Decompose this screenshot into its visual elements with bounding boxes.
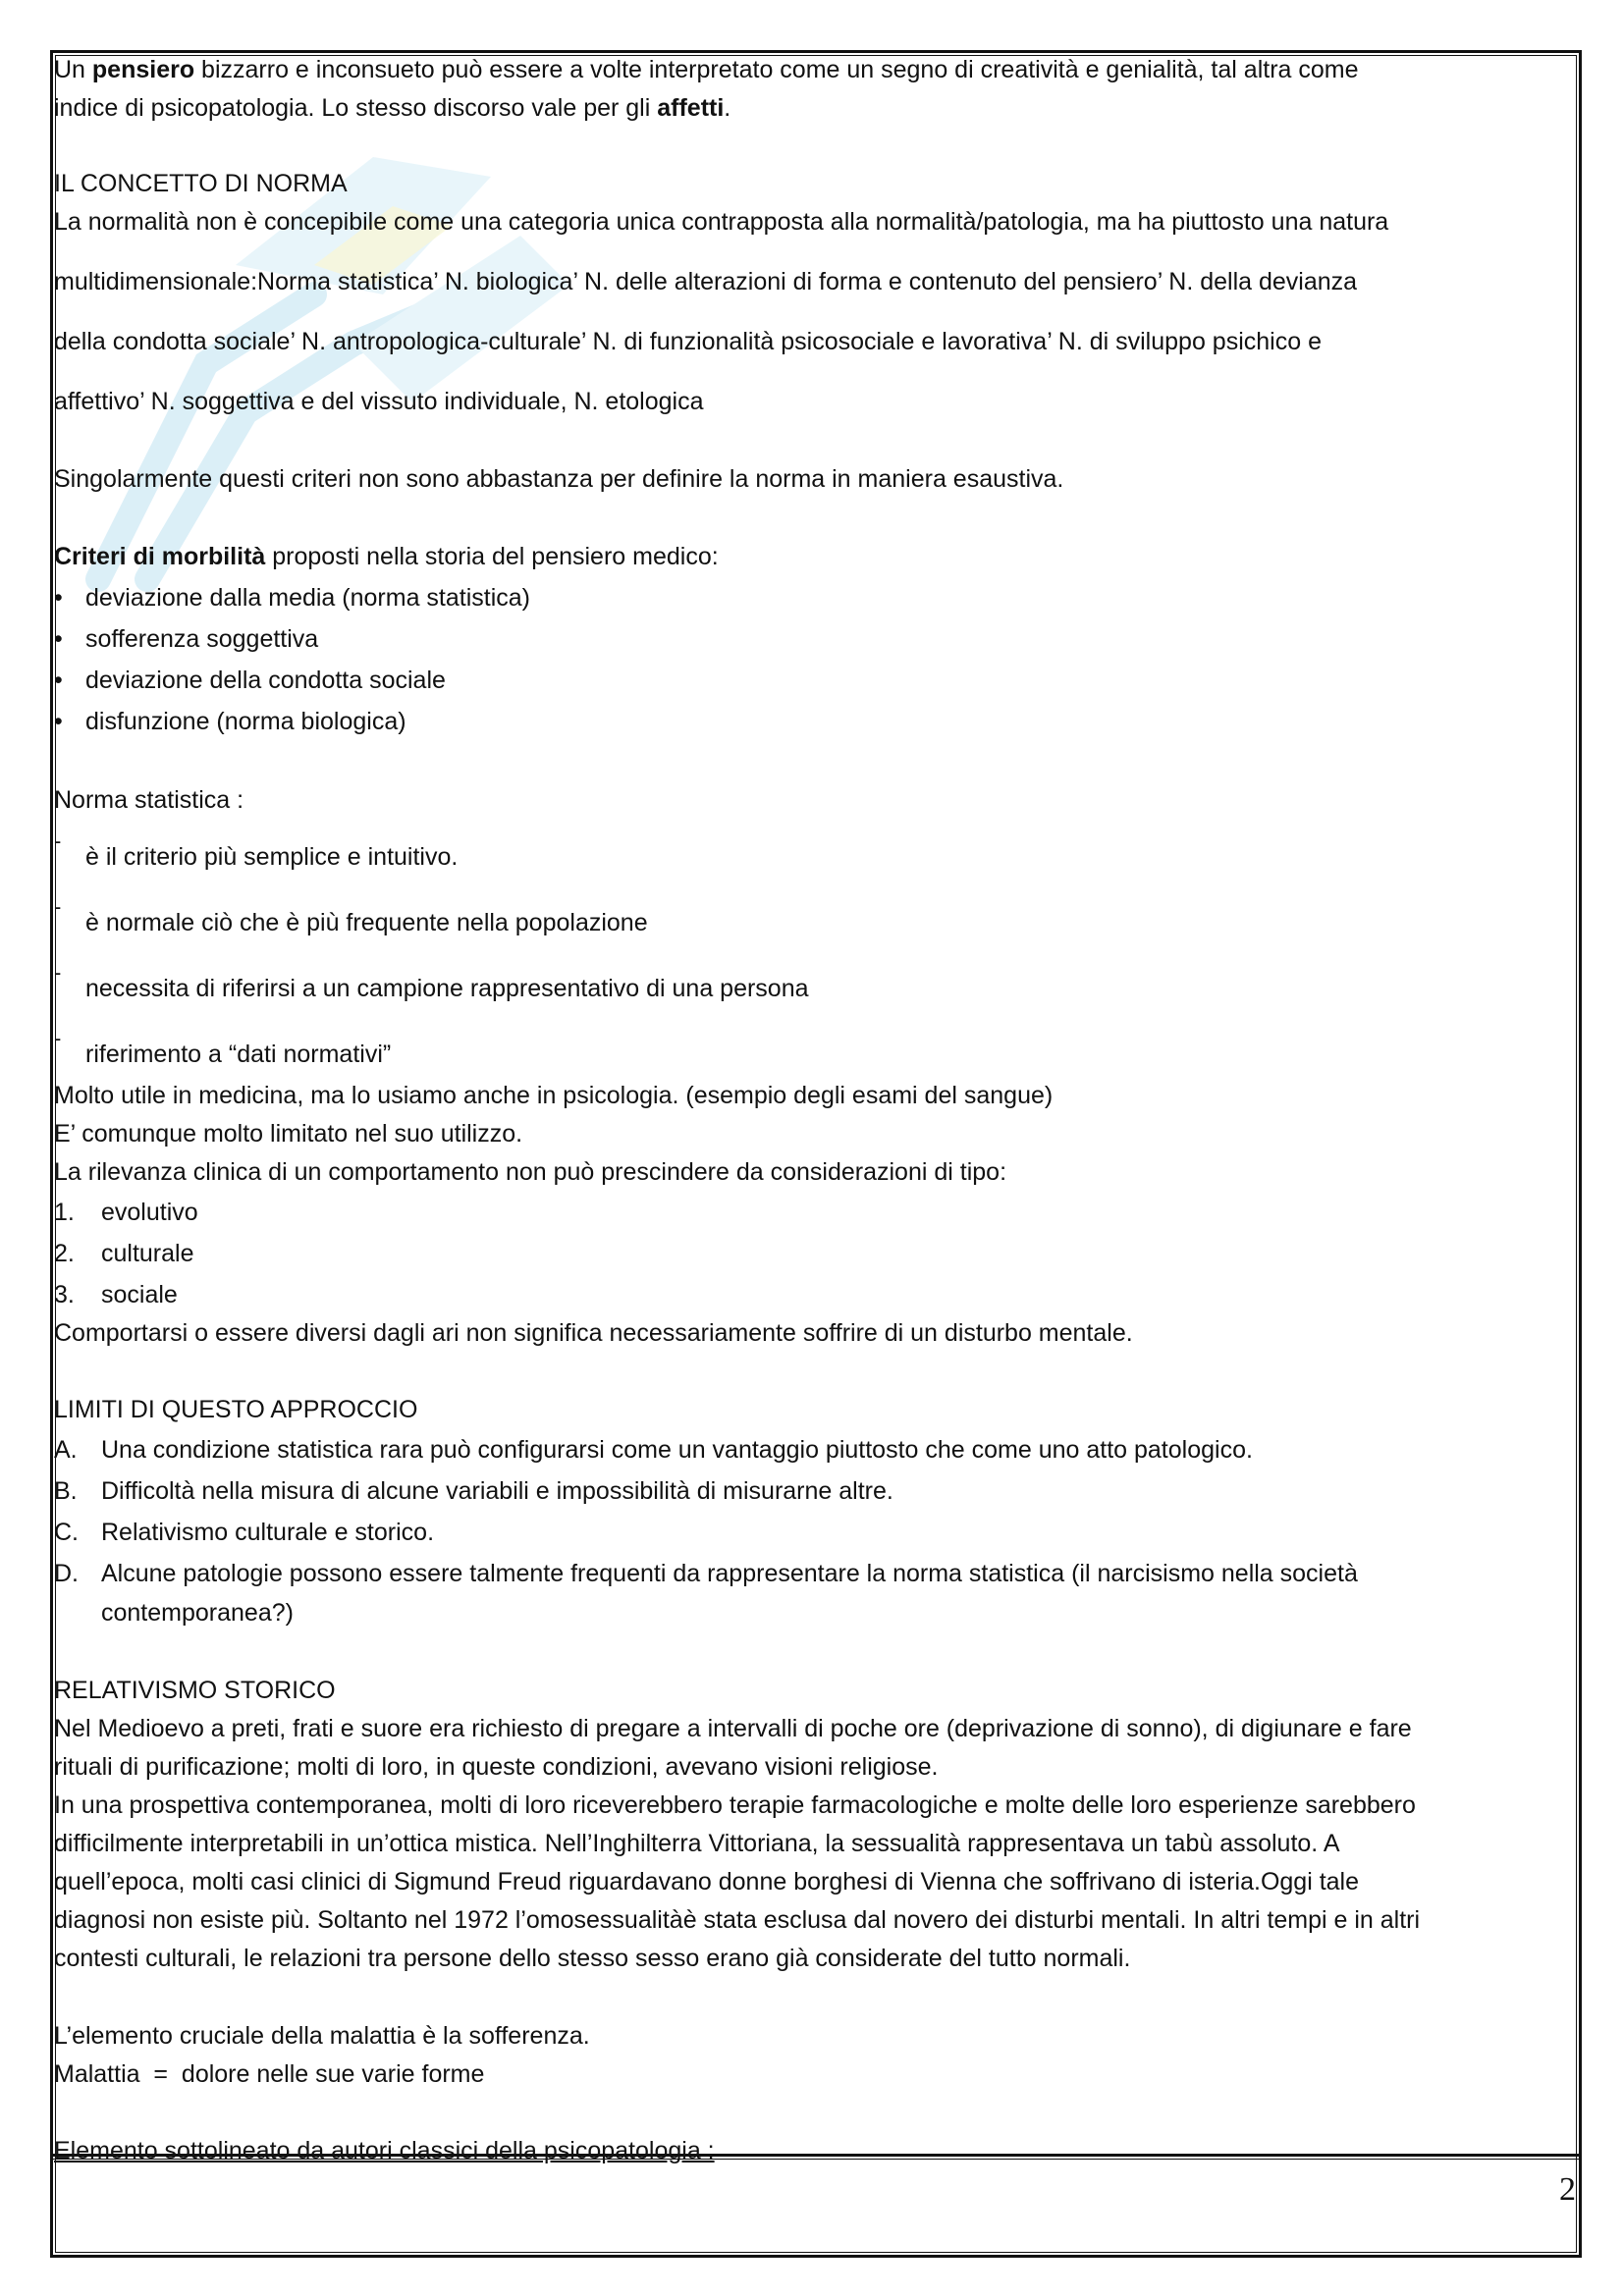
page-number: 2	[1559, 2171, 1576, 2208]
relativismo-line: contesti culturali, le relazioni tra persone dello stesso sesso erano già considerate del tutto normali.	[54, 1945, 1131, 1972]
singolarmente-paragraph: Singolarmente questi criteri non sono abbastanza per definire la norma in maniera esaustiva.	[54, 465, 1064, 493]
bullet-icon: •	[54, 708, 63, 735]
sofferenza-equation: Malattia = dolore nelle sue varie forme	[54, 2060, 485, 2088]
bullet-icon: •	[54, 667, 63, 694]
dash-icon: -	[54, 894, 62, 919]
bullet-icon: •	[54, 584, 63, 612]
relativismo-line: In una prospettiva contemporanea, molti di loro riceverebbero terapie farmacologiche e molte delle loro esperienze sarebbero	[54, 1791, 1416, 1819]
dash-icon: -	[54, 828, 62, 853]
section-heading-statistica: Norma statistica :	[54, 786, 244, 814]
dash-icon: -	[54, 1026, 62, 1050]
norma-line: La normalità non è concepibile come una categoria unica contrapposta alla normalità/patologia, ma ha piuttosto una natura	[54, 208, 1389, 236]
statistica-note: Molto utile in medicina, ma lo usiamo anche in psicologia. (esempio degli esami del sangue)	[54, 1082, 1054, 1109]
norma-line: affettivo’ N. soggettiva e del vissuto individuale, N. etologica	[54, 388, 704, 415]
relativismo-line: diagnosi non esiste più. Soltanto nel 1972 l’omosessualitàè stata esclusa dal novero dei disturbi mentali. In altri tempi e in altri	[54, 1906, 1421, 1934]
dash-item: - è normale ciò che è più frequente nella popolazione	[54, 888, 938, 947]
criteri-title: Criteri di morbilità proposti nella storia del pensiero medico:	[54, 543, 719, 570]
relativismo-line: quell’epoca, molti casi clinici di Sigmund Freud riguardavano donne borghesi di Vienna che soffrivano di isteria.Oggi tale	[54, 1868, 1360, 1896]
dash-icon: -	[54, 960, 62, 985]
statistica-note: La rilevanza clinica di un comportamento non può prescindere da considerazioni di tipo:	[54, 1158, 1007, 1186]
statistica-note: E’ comunque molto limitato nel suo utilizzo.	[54, 1120, 523, 1148]
section-heading-norma: IL CONCETTO DI NORMA	[54, 170, 348, 197]
norma-line: multidimensionale:Norma statistica’ N. biologica’ N. delle alterazioni di forma e contenuto del pensiero’ N. della devianza	[54, 268, 1358, 295]
sofferenza-line: L’elemento cruciale della malattia è la sofferenza.	[54, 2022, 590, 2050]
dash-item: - è il criterio più semplice e intuitivo.	[54, 823, 938, 881]
norma-line: della condotta sociale’ N. antropologica-culturale’ N. di funzionalità psicosociale e lavorativa’ N. di sviluppo psichico e	[54, 328, 1322, 355]
lettered-item-continuation: contemporanea?)	[101, 1599, 294, 1627]
section-heading-limiti: LIMITI DI QUESTO APPROCCIO	[54, 1396, 418, 1423]
statistica-conclusion: Comportarsi o essere diversi dagli ari non significa necessariamente soffrire di un disturbo mentale.	[54, 1319, 1133, 1347]
bullet-icon: •	[54, 625, 63, 653]
intro-line-2: indice di psicopatologia. Lo stesso discorso vale per gli affetti.	[54, 94, 731, 122]
relativismo-line: rituali di purificazione; molti di loro, in queste condizioni, avevano visioni religiose.	[54, 1753, 939, 1781]
intro-line-1: Un pensiero bizzarro e inconsueto può essere a volte interpretato come un segno di creatività e genialità, tal altra come	[54, 56, 1359, 83]
section-heading-relativismo: RELATIVISMO STORICO	[54, 1677, 336, 1704]
relativismo-line: difficilmente interpretabili in un’ottica mistica. Nell’Inghilterra Vittoriana, la sessualità rappresentava un tabù assoluto. A	[54, 1830, 1340, 1857]
dash-item: - riferimento a “dati normativi”	[54, 1020, 938, 1079]
dash-item: - necessita di riferirsi a un campione rappresentativo di una persona	[54, 954, 938, 1013]
sofferenza-underlined: Elemento sottolineato da autori classici della psicopatologia :	[54, 2137, 715, 2164]
relativismo-line: Nel Medioevo a preti, frati e suore era richiesto di pregare a intervalli di poche ore (deprivazione di sonno), di digiunare e fare	[54, 1715, 1412, 1742]
